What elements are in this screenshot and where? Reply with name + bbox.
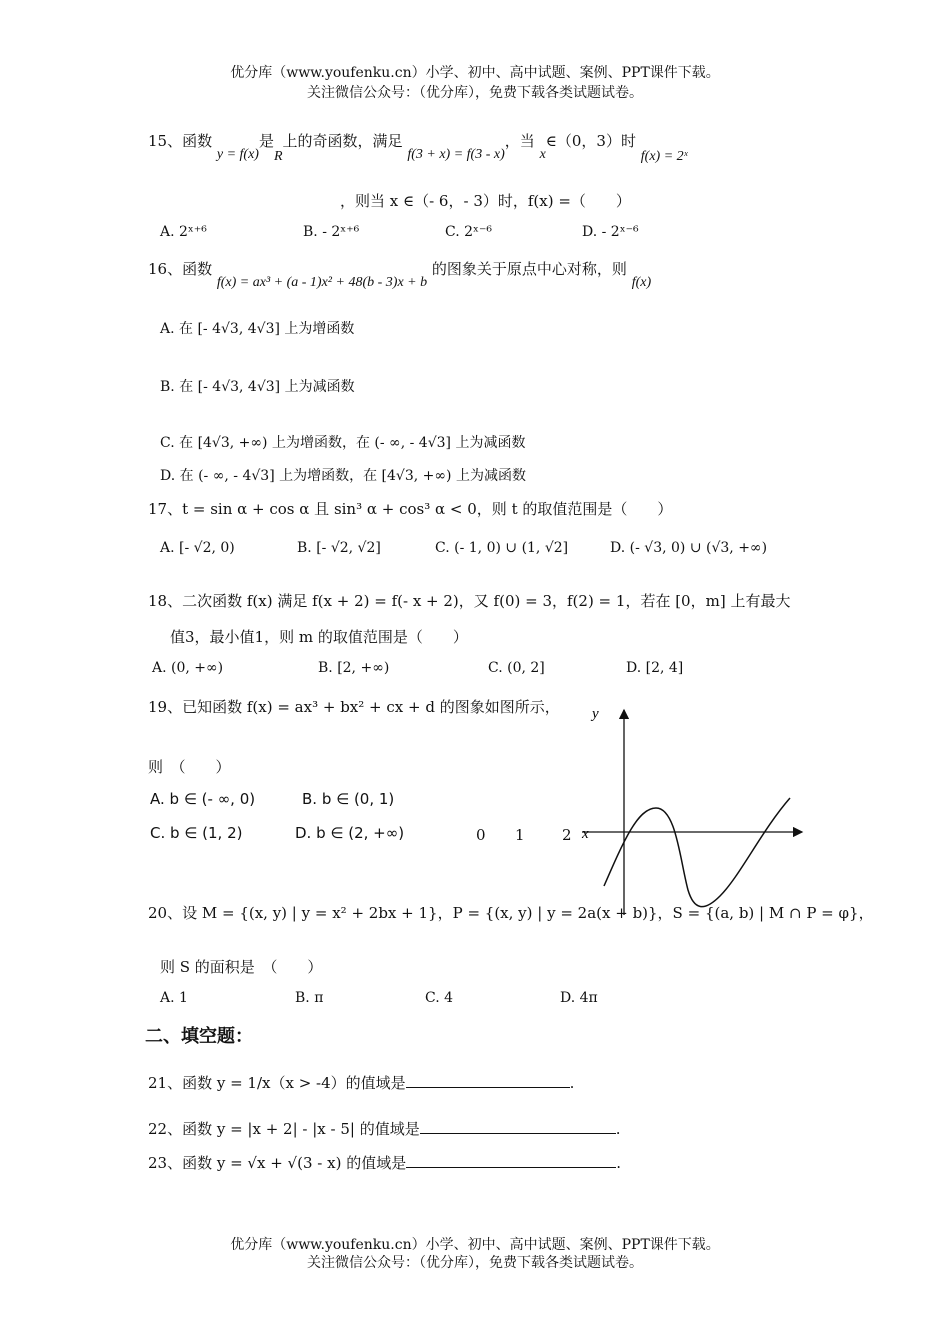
q22-line [148,1118,621,1139]
q20-option-a: A. 1 [160,990,188,1006]
q15-option-a: A. 2ˣ⁺⁶ [160,224,207,240]
q16-option-d: D. 在 (- ∞, - 4√3] 上为增函数，在 [4√3, +∞) 上为减函数 [160,468,526,484]
q17-stem: 17、t = sin α + cos α 且 sin³ α + cos³ α < 0，则 t 的取值范围是（ ） [148,500,673,518]
q16-option-c: C. 在 [4√3, +∞) 上为增函数，在 (- ∞, - 4√3] 上为减函数 [160,435,526,451]
header-line-2: 关注微信公众号：（优分库），免费下载各类试题试卷。 [307,85,643,101]
q23-line [148,1152,621,1173]
q19-option-b: B. b ∈ (0, 1) [302,790,395,808]
q19-option-d: D. b ∈ (2, +∞) [295,824,405,842]
q15-text-4: ∈（0，3）时 [545,132,636,150]
q23-stem: 23、函数 y = √x + √(3 - x) 的值域是 [148,1154,407,1172]
q22-answer-blank[interactable] [420,1121,616,1134]
q15-text-1: 是 [258,132,274,150]
q19-y-label: y [592,706,599,722]
q21-answer-blank[interactable] [406,1075,570,1088]
q16-option-a: A. 在 [- 4√3, 4√3] 上为增函数 [160,321,355,337]
q15-text-3: ，当 [504,132,535,150]
q19-option-a: A. b ∈ (- ∞, 0) [150,790,256,808]
q16-expr: f(x) = ax³ + (a - 1)x² + 48(b - 3)x + b [216,275,428,290]
q23-end: . [616,1154,621,1172]
q18-option-c: C. (0, 2] [488,660,545,676]
q15-expr-x: x [539,147,546,162]
q18-line-2: 值3，最小值1，则 m 的取值范围是（ ） [170,628,468,646]
q19-tick-1: 1 [515,826,525,844]
q20-line-2: 则 S 的面积是 （ ） [160,958,323,976]
q15-option-d: D. - 2ˣ⁻⁶ [582,224,639,240]
q19-line-1: 19、已知函数 f(x) = ax³ + bx² + cx + d 的图象如图所示， [148,698,560,716]
q15-expr-yfx: y = f(x) [216,147,259,162]
q19-tick-2: 2 [562,826,572,844]
q19-graph [580,700,810,920]
q19-option-c: C. b ∈ (1, 2) [150,824,243,842]
q20-option-c: C. 4 [425,990,454,1006]
q19-x-label: x [582,826,589,842]
q16-text-1: 的图象关于原点中心对称，则 [431,260,627,278]
q18-option-d: D. [2, 4] [626,660,684,676]
q16-expr-fx: f(x) [631,275,652,290]
q15-expr-symmetry: f(3 + x) = f(3 - x) [407,147,505,162]
q17-option-b: B. [- √2, √2] [297,540,381,556]
q15-number: 15、函数 [148,132,213,150]
q19-cubic-curve [604,798,790,907]
q21-end: . [569,1074,575,1092]
footer-line-1: 优分库（www.youfenku.cn）小学、初中、高中试题、案例、PPT课件下载。 [230,1237,720,1253]
q19-line-2: 则 （ ） [148,758,231,776]
footer-line-2: 关注微信公众号：（优分库），免费下载各类试题试卷。 [307,1255,643,1271]
q15-expr-2x: f(x) = 2ˣ [640,149,688,164]
q18-option-a: A. (0, +∞) [152,660,224,676]
q15-line-1 [148,130,688,164]
q15-option-b: B. - 2ˣ⁺⁶ [303,224,360,240]
q16-option-b: B. 在 [- 4√3, 4√3] 上为减函数 [160,379,355,395]
q15-line-2: ，则当 x ∈（- 6，- 3）时，f(x) =（ ） [340,192,631,210]
q22-end: . [615,1120,621,1138]
q17-option-d: D. (- √3, 0) ∪ (√3, +∞) [610,540,768,556]
q20-line-1: 20、设 M = {(x, y) | y = x² + 2bx + 1}，P = {(x, y) | y = 2a(x + b)}，S = {(a, b) | M ∩ P = φ}， [148,904,874,922]
q20-option-b: B. π [295,990,324,1006]
q15-expr-r: R [273,149,283,164]
q23-answer-blank[interactable] [406,1155,616,1168]
q19-tick-0: 0 [476,826,486,844]
q21-line [148,1072,574,1093]
q17-option-a: A. [- √2, 0) [160,540,235,556]
q15-option-c: C. 2ˣ⁻⁶ [445,224,492,240]
q15-text-2: 上的奇函数，满足 [282,132,403,150]
q22-stem: 22、函数 y = |x + 2| - |x - 5| 的值域是 [148,1120,420,1138]
q17-option-c: C. (- 1, 0) ∪ (1, √2] [435,540,569,556]
q16-number: 16、函数 [148,260,213,278]
q21-stem: 21、函数 y = 1/x（x > -4）的值域是 [148,1074,406,1092]
q18-line-1: 18、二次函数 f(x) 满足 f(x + 2) = f(- x + 2)，又 f(0) = 3，f(2) = 1，若在 [0，m] 上有最大 [148,592,791,610]
section-fill-in-title: 二、填空题： [145,1026,253,1047]
q20-option-d: D. 4π [560,990,598,1006]
header-line-1: 优分库（www.youfenku.cn）小学、初中、高中试题、案例、PPT课件下载。 [230,65,720,81]
q16-line-1 [148,258,652,290]
q18-option-b: B. [2, +∞) [318,660,390,676]
